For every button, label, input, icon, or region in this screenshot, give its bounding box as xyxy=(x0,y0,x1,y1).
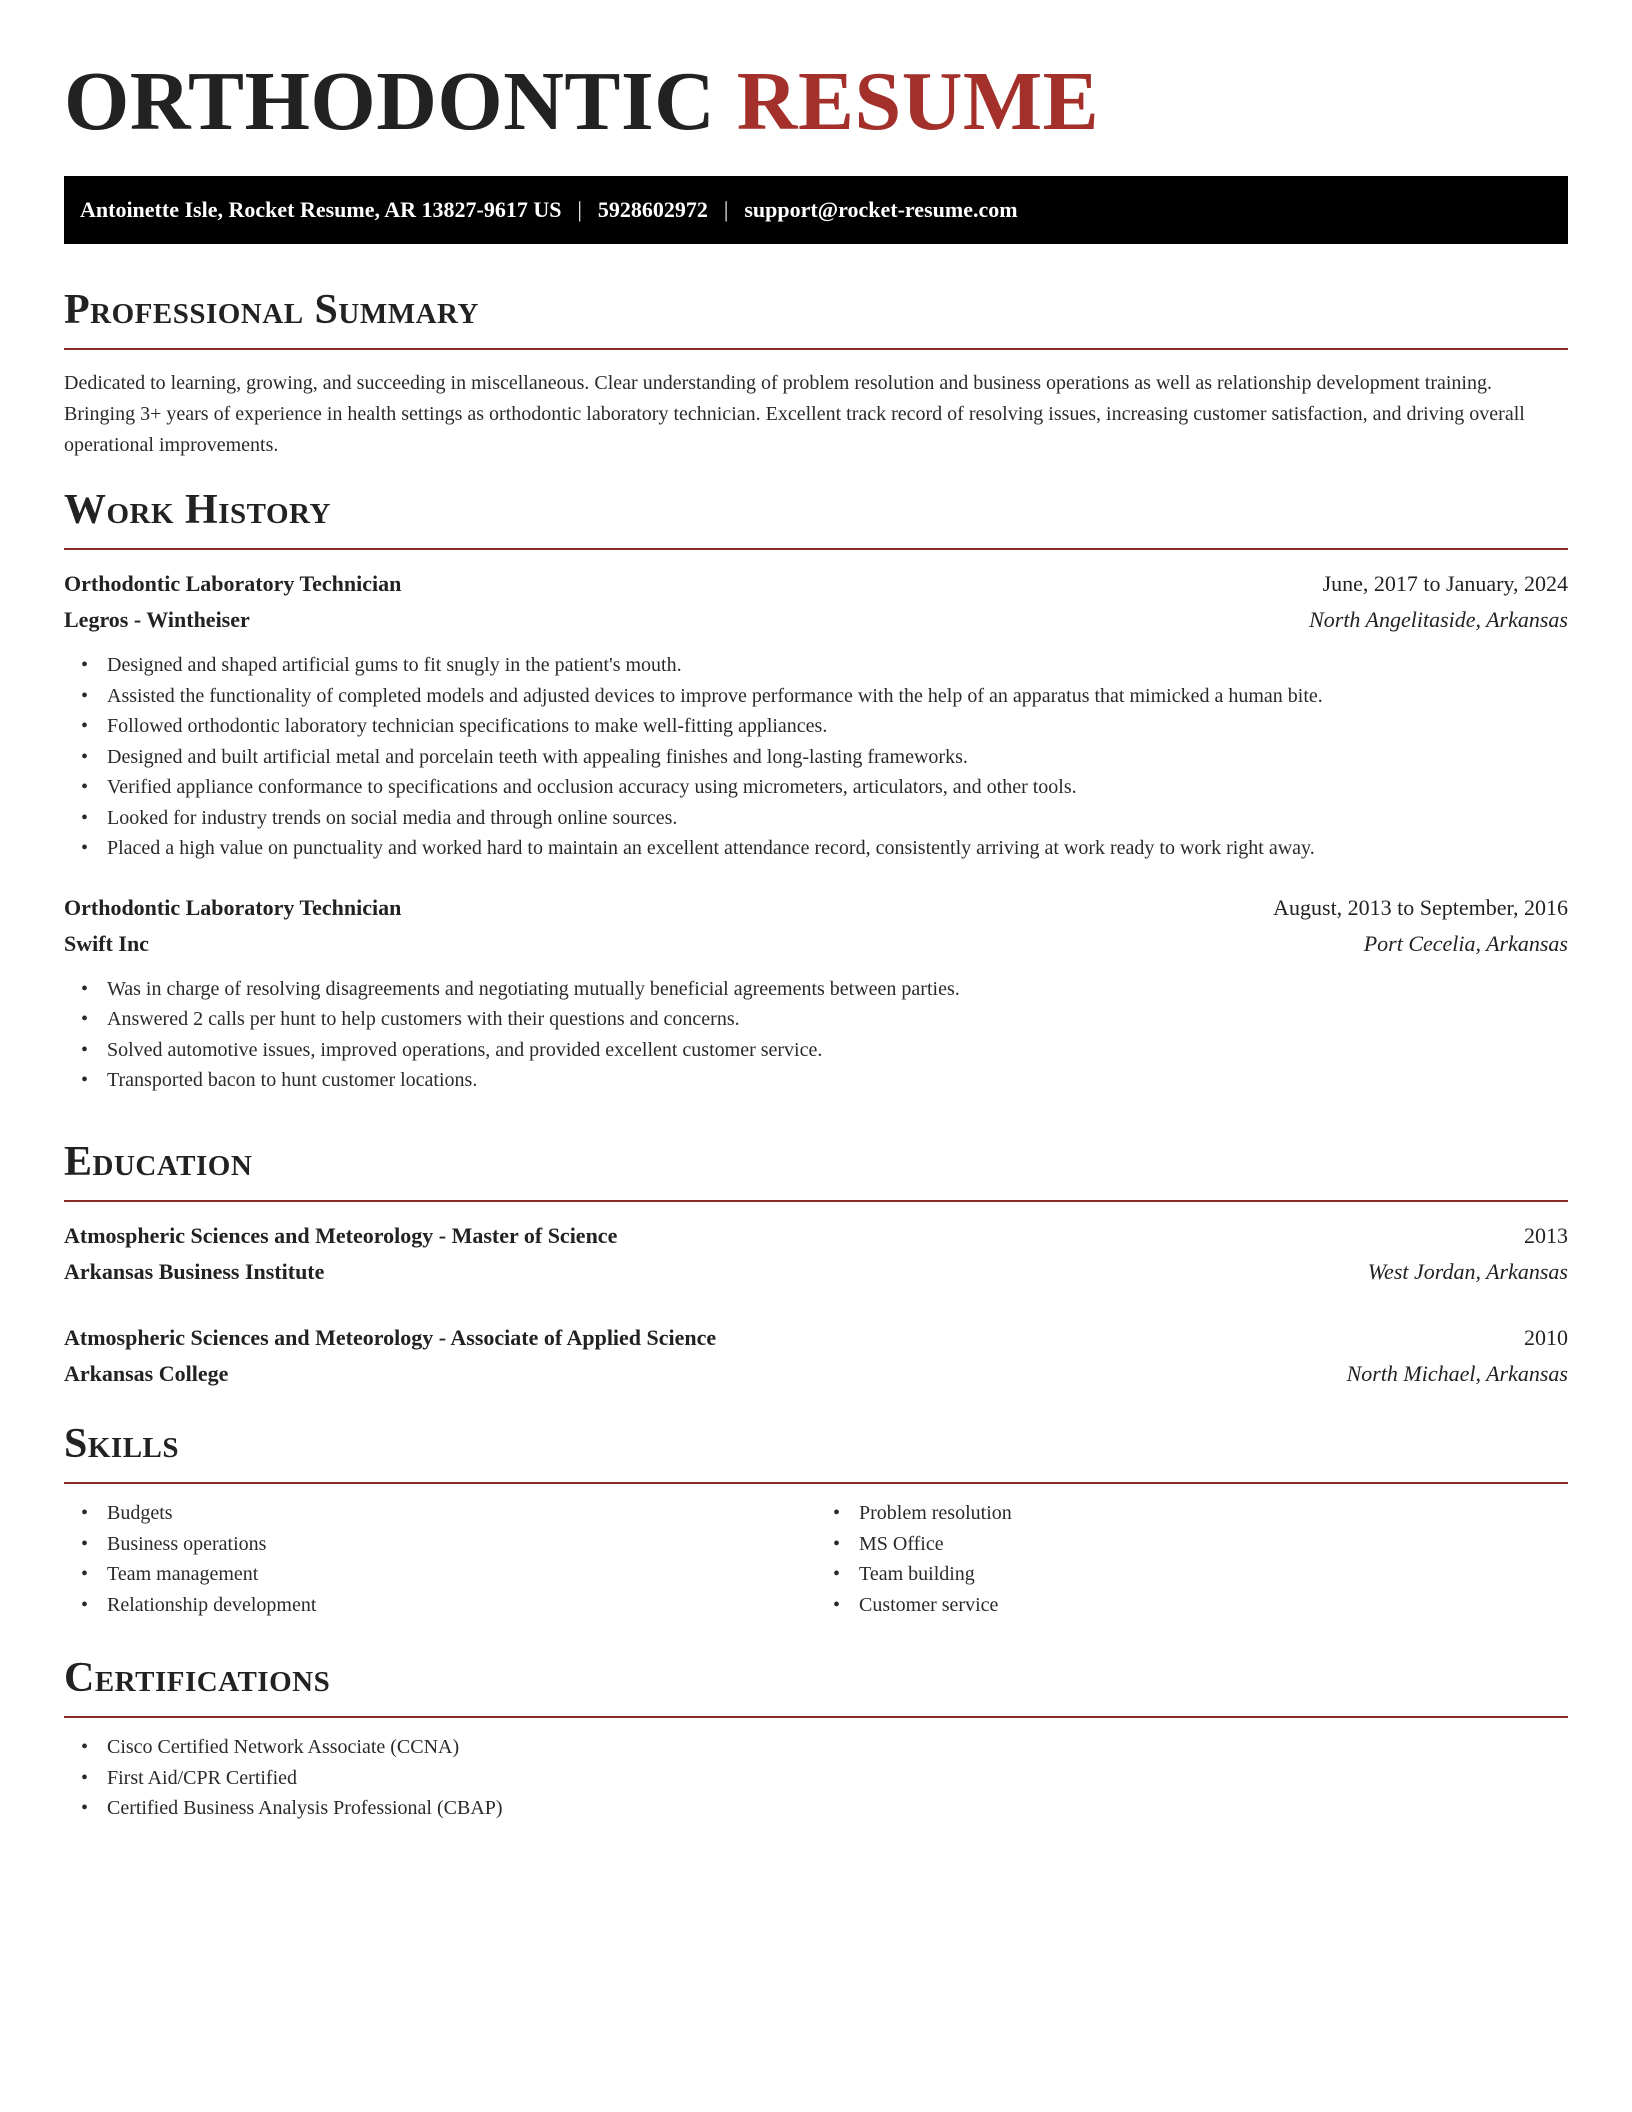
job-location: Port Cecelia, Arkansas xyxy=(1363,930,1568,956)
education-entry xyxy=(64,1320,1568,1392)
certification-item: • Certified Business Analysis Professional (CBAP) xyxy=(107,1793,1568,1824)
job-bullet: • Verified appliance conformance to specifications and occlusion accuracy using micrometers, articulators, and other tools. xyxy=(107,772,1568,803)
section-heading-summary: Professional Summary xyxy=(64,287,479,333)
job-title: Orthodontic Laboratory Technician xyxy=(64,571,402,596)
skill-item: • Budgets xyxy=(107,1498,816,1529)
job-bullet: • Placed a high value on punctuality and worked hard to maintain an excellent attendance record, consistently arriving at work ready to work right away. xyxy=(107,833,1568,864)
job-bullet: • Followed orthodontic laboratory technician specifications to make well-fitting appliances. xyxy=(107,711,1568,742)
skills-section xyxy=(64,1420,1568,1620)
education-school-row xyxy=(64,1254,1568,1290)
job-company-row xyxy=(64,926,1568,962)
job-bullet-list xyxy=(64,974,1568,1096)
job-dates: August, 2013 to September, 2016 xyxy=(1273,894,1568,920)
skill-item: • Problem resolution xyxy=(859,1498,1568,1529)
contact-bar xyxy=(64,176,1568,244)
education-year: 2010 xyxy=(1524,1325,1568,1350)
title-main: ORTHODONTIC xyxy=(64,55,716,148)
section-heading-certifications: Certifications xyxy=(64,1655,331,1701)
skill-item: • Relationship development xyxy=(107,1590,816,1621)
work-history-section xyxy=(64,486,1568,1096)
contact-address: Antoinette Isle, Rocket Resume, AR 13827-9617 US xyxy=(80,197,562,222)
section-divider xyxy=(64,1200,1568,1202)
title-accent: RESUME xyxy=(736,55,1100,148)
education-degree-row xyxy=(64,1320,1568,1356)
job-title-row xyxy=(64,890,1568,926)
education-school-row xyxy=(64,1356,1568,1392)
job-location: North Angelitaside, Arkansas xyxy=(1309,607,1568,632)
education-school: Arkansas College xyxy=(64,1361,229,1386)
job-company-row xyxy=(64,602,1568,638)
section-divider xyxy=(64,548,1568,550)
skill-item: • MS Office xyxy=(859,1529,1568,1560)
skills-list-right xyxy=(816,1498,1568,1620)
section-heading-work-history: Work History xyxy=(64,487,331,533)
education-degree: Atmospheric Sciences and Meteorology - Master of Science xyxy=(64,1223,618,1248)
section-divider xyxy=(64,348,1568,350)
job-company: Legros - Wintheiser xyxy=(64,607,250,632)
job-title-row xyxy=(64,566,1568,602)
section-heading-education: Education xyxy=(64,1139,253,1185)
education-location: West Jordan, Arkansas xyxy=(1367,1259,1568,1284)
resume-title xyxy=(64,52,1099,152)
job-company: Swift Inc xyxy=(64,930,149,956)
contact-separator: | xyxy=(723,197,729,222)
certifications-section xyxy=(64,1654,1568,1824)
education-year: 2013 xyxy=(1524,1223,1568,1248)
job-bullet: • Assisted the functionality of completed models and adjusted devices to improve performance with the help of an apparatus that mimicked a human bite. xyxy=(107,681,1568,712)
job-bullet-list xyxy=(64,650,1568,864)
education-degree: Atmospheric Sciences and Meteorology - Associate of Applied Science xyxy=(64,1325,717,1350)
skill-item: • Business operations xyxy=(107,1529,816,1560)
certifications-list xyxy=(64,1732,1568,1824)
job-bullet: • Designed and built artificial metal and porcelain teeth with appealing finishes and long-lasting frameworks. xyxy=(107,742,1568,773)
skills-list-left xyxy=(64,1498,816,1620)
job-bullet: • Answered 2 calls per hunt to help customers with their questions and concerns. xyxy=(107,1004,1568,1035)
job-bullet: • Designed and shaped artificial gums to fit snugly in the patient's mouth. xyxy=(107,650,1568,681)
job-title: Orthodontic Laboratory Technician xyxy=(64,894,402,920)
job-dates: June, 2017 to January, 2024 xyxy=(1322,571,1568,596)
education-degree-row xyxy=(64,1218,1568,1254)
job-entry xyxy=(64,890,1568,1096)
certification-item: • First Aid/CPR Certified xyxy=(107,1763,1568,1794)
education-school: Arkansas Business Institute xyxy=(64,1259,325,1284)
job-bullet: • Looked for industry trends on social media and through online sources. xyxy=(107,803,1568,834)
skill-item: • Team management xyxy=(107,1559,816,1590)
education-section xyxy=(64,1138,1568,1392)
skill-item: • Customer service xyxy=(859,1590,1568,1621)
contact-separator: | xyxy=(577,197,582,222)
section-divider xyxy=(64,1716,1568,1718)
summary-section xyxy=(64,286,1568,461)
contact-phone: 5928602972 xyxy=(597,197,708,222)
education-entry xyxy=(64,1218,1568,1290)
job-entry xyxy=(64,566,1568,864)
skills-columns xyxy=(64,1498,1568,1620)
job-bullet: • Was in charge of resolving disagreements and negotiating mutually beneficial agreements between parties. xyxy=(107,974,1568,1005)
contact-email[interactable]: support@rocket-resume.com xyxy=(744,197,1018,222)
certification-item: • Cisco Certified Network Associate (CCNA) xyxy=(107,1732,1568,1763)
section-heading-skills: Skills xyxy=(64,1421,180,1467)
job-bullet: • Solved automotive issues, improved operations, and provided excellent customer service. xyxy=(107,1035,1568,1066)
skill-item: • Team building xyxy=(859,1559,1568,1590)
education-location: North Michael, Arkansas xyxy=(1346,1361,1568,1386)
job-bullet: • Transported bacon to hunt customer locations. xyxy=(107,1065,1568,1096)
section-divider xyxy=(64,1482,1568,1484)
summary-text: Dedicated to learning, growing, and succeeding in miscellaneous. Clear understanding of problem resolution and business operations as well as relationship development training. Bringing 3+ years of experience in health settings as orthodontic laboratory technician. Excellent track record of resolving issues, increasing customer satisfaction, and driving overall operational improvements. xyxy=(64,372,1525,456)
